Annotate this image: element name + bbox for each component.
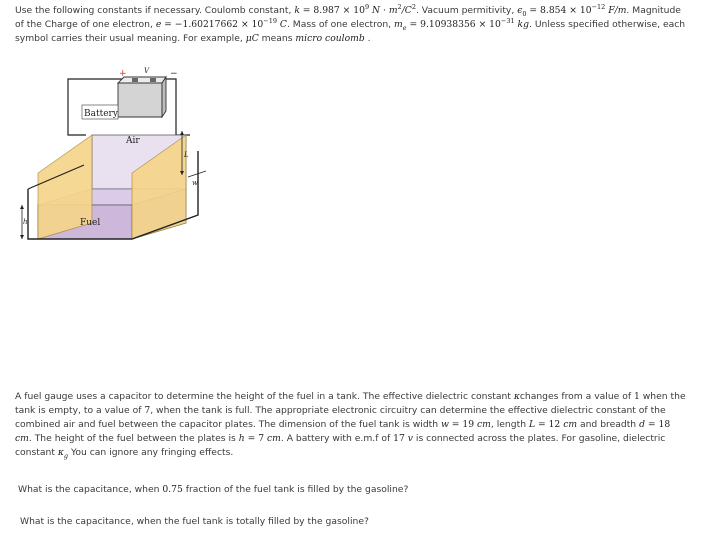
fuel-label: Fuel [80, 218, 101, 228]
battery-terminal-right [150, 78, 156, 82]
battery-body [118, 83, 162, 117]
voltage-label: V [144, 67, 150, 75]
L-arrow-top [180, 131, 184, 135]
fuel-tank-capacitor-diagram [20, 65, 220, 255]
battery-label: Battery [84, 109, 118, 119]
problem-statement: A fuel gauge uses a capacitor to determine the height of the fuel in a tank. The effective dielectric constant κchanges from a value of 1 when the tank is empty, to a value of 7, when the tank is full. The appropriate electronic circuitry can determine the effective dielectric constant of the combined air and fuel between the capacitor plates. The dimension of the fuel tank is width w = 19 cm, length L = 12 cm and breadth d = 18 cm. The height of the fuel between the plates is h = 7 cm. A battery with e.m.f of 17 v is connected across the plates. For gasoline, dielectric constant $\kappa_g$ You can ignore any fringing effects. [15, 391, 686, 460]
h-arrow-top [20, 205, 24, 209]
battery-plus-sign: + [119, 69, 127, 79]
battery-terminal-left [132, 78, 138, 82]
L-label: L [184, 151, 189, 159]
question-two: What is the capacitance, when the fuel tank is totally filled by the gasoline? [20, 516, 369, 527]
air-label: Air [126, 136, 140, 146]
battery-minus-sign: − [170, 69, 178, 79]
h-arrow-bottom [20, 235, 24, 239]
battery-side [162, 77, 166, 117]
h-label: h [23, 218, 28, 226]
w-dimension-line [188, 171, 206, 177]
question-one: What is the capacitance, when 0.75 fraction of the fuel tank is filled by the gasoline? [18, 484, 409, 495]
w-label: w [192, 179, 198, 187]
constants-paragraph: Use the following constants if necessary. Coulomb constant, $k = 8.987 \times 10^9$ $N \cdot m^2/C^2$. Vacuum permitivity, $\epsilon_0 = 8.854 \times 10^{-12}$ F/m. Magnitude of the Charge of one electron, $e = -1.60217662 \times 10^{-19}$ C. Mass of one electron, $m_e = 9.10938356 \times 10^{-31}$ kg. Unless specified otherwise, each symbol carries their usual meaning. For example, μC means micro coulomb . [15, 2, 686, 44]
